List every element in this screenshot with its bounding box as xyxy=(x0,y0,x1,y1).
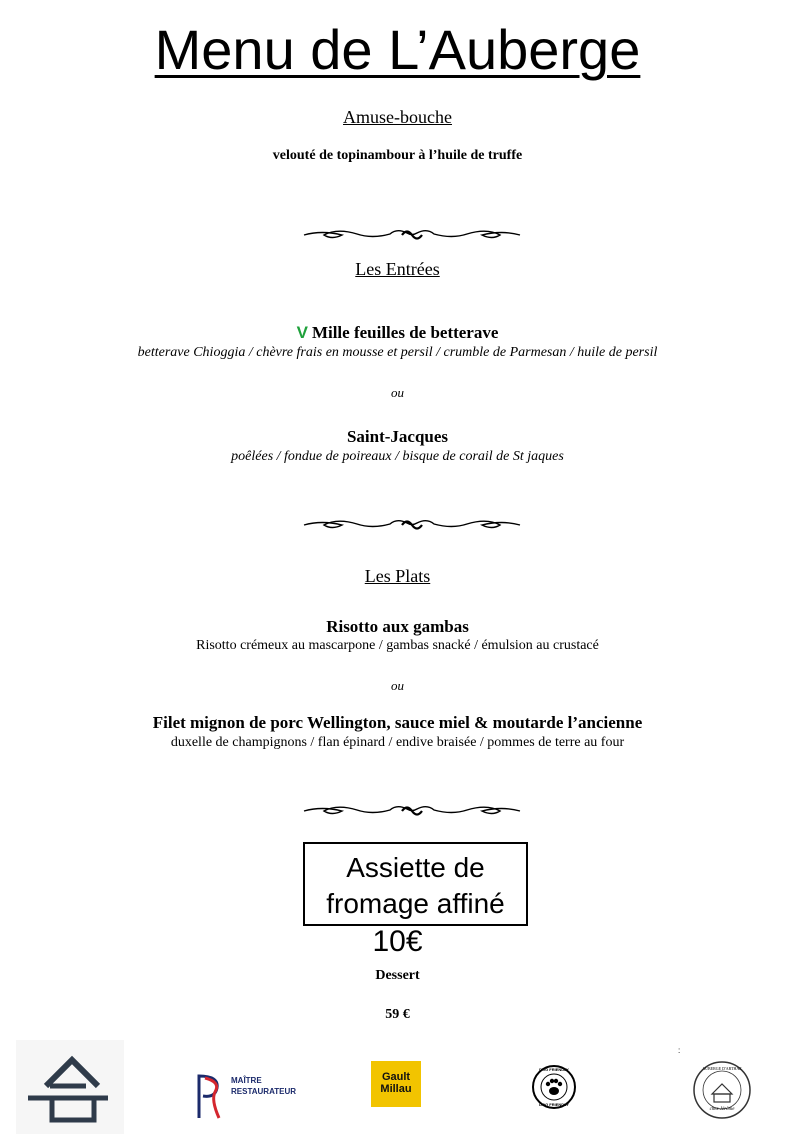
entree-2-name: Saint-Jacques xyxy=(346,427,449,446)
dog-top-text: DOG FRIENDLY xyxy=(539,1067,569,1072)
entree-1-name xyxy=(0,323,795,343)
plat-2-name: Filet mignon de porc Wellington, sauce miel & moutarde l’ancienne xyxy=(152,713,643,732)
gault-millau-logo xyxy=(371,1061,421,1107)
cheese-line-1: Assiette de xyxy=(346,852,485,883)
house-logo xyxy=(16,1040,124,1134)
divider-ornament xyxy=(302,226,522,244)
entree-1-description: betterave Chioggia / chèvre frais en mousse et persil / crumble de Parmesan / huile de persil xyxy=(137,345,658,360)
maitre-line-1: MAÎTRE xyxy=(231,1076,262,1085)
entree-2-description: poêlées / fondue de poireaux / bisque de corail de St jaques xyxy=(231,449,564,464)
divider-ornament xyxy=(302,802,522,820)
plats-heading: Les Plats xyxy=(364,566,431,586)
cheese-price: 10€ xyxy=(372,925,423,958)
plat-1-description: Risotto crémeux au mascarpone / gambas snacké / émulsion au crustacé xyxy=(196,638,599,653)
auberge-top-text: AUBERGE D'ARTHAZ xyxy=(702,1066,742,1071)
house-icon xyxy=(16,1040,124,1134)
plat-or: ou xyxy=(391,678,404,693)
gault-line-1: Gault xyxy=(381,1071,411,1083)
dessert-label: Dessert xyxy=(375,968,420,983)
plat-2-description: duxelle de champignons / flan épinard / endive braisée / pommes de terre au four xyxy=(170,735,625,750)
vegetarian-mark: V xyxy=(296,323,308,342)
divider-ornament xyxy=(302,516,522,534)
amuse-dish: velouté de topinambour à l’huile de truffe xyxy=(272,148,523,163)
dog-friendly-logo xyxy=(530,1063,578,1121)
maitre-r-icon xyxy=(195,1072,223,1122)
dog-bottom-text: DOG FRIENDLY xyxy=(539,1102,569,1107)
auberge-bottom-text: chez Jérôme xyxy=(709,1107,735,1112)
maitre-line-2: RESTAURATEUR xyxy=(231,1087,297,1096)
cheese-line-2: fromage affiné xyxy=(326,888,505,919)
footer-colon: : xyxy=(678,1046,681,1055)
entree-or: ou xyxy=(391,385,404,400)
auberge-seal-logo xyxy=(692,1060,752,1120)
menu-price: 59 € xyxy=(385,1007,410,1022)
gault-line-2: Millau xyxy=(380,1083,412,1095)
cheese-box xyxy=(303,842,528,926)
menu-title: Menu de L’Auberge xyxy=(154,18,641,81)
maitre-restaurateur-logo xyxy=(195,1072,315,1122)
entrees-heading: Les Entrées xyxy=(355,259,440,279)
plat-1-name: Risotto aux gambas xyxy=(326,617,469,636)
entree-1-title: Mille feuilles de betterave xyxy=(311,323,499,342)
amuse-heading: Amuse-bouche xyxy=(343,107,452,127)
